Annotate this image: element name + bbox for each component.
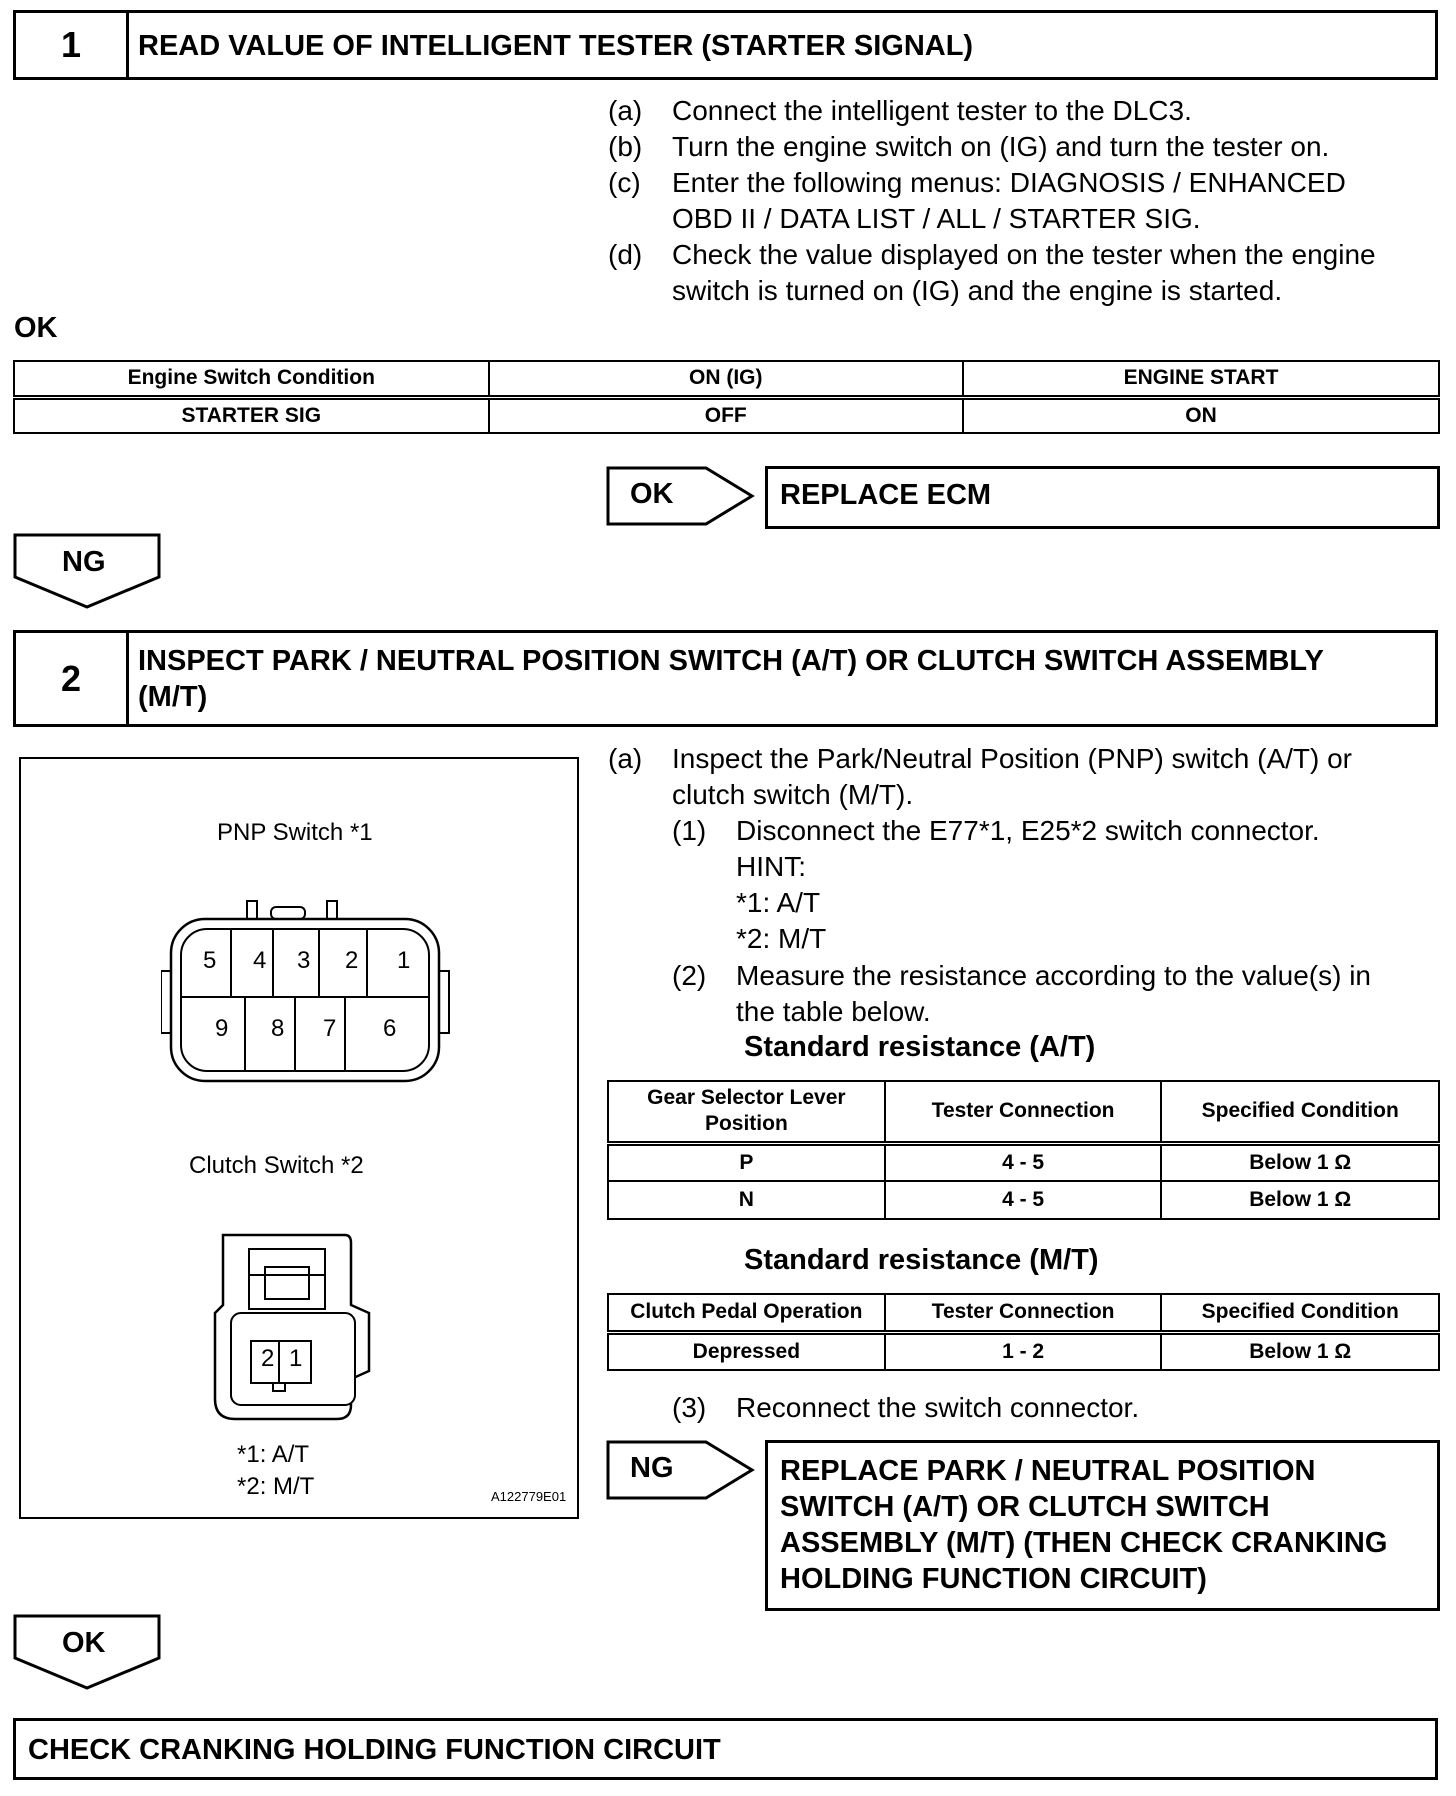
instr-text: HINT: <box>736 851 806 882</box>
instr-label: (c) <box>608 167 641 198</box>
pnp-pin-1: 1 <box>397 947 411 974</box>
instr-text: OBD II / DATA LIST / ALL / STARTER SIG. <box>672 203 1201 234</box>
instr-text: Disconnect the E77*1, E25*2 switch connector. <box>736 815 1320 846</box>
table-cell: 1 - 2 <box>885 1332 1162 1370</box>
instr-text: switch is turned on (IG) and the engine is started. <box>672 275 1283 306</box>
clutch-switch-title: Clutch Switch *2 <box>189 1152 364 1179</box>
ok-arrow-shape <box>606 466 756 526</box>
ng-arrow-shape <box>606 1440 756 1500</box>
table-row <box>608 1143 1439 1181</box>
replace-line: REPLACE PARK / NEUTRAL POSITION <box>780 1455 1316 1487</box>
clutch-connector-drawing <box>207 1229 397 1429</box>
step1-number: 1 <box>16 13 129 77</box>
table-header-cell: ON (IG) <box>489 361 964 397</box>
clutch-pin-2: 2 <box>261 1345 275 1372</box>
figure-note-2: *2: M/T <box>237 1473 315 1500</box>
step2-title-line1: INSPECT PARK / NEUTRAL POSITION SWITCH (A/T) OR CLUTCH SWITCH ASSEMBLY <box>138 645 1324 677</box>
resistance-mt-table <box>607 1293 1440 1371</box>
table-cell: N <box>608 1181 885 1219</box>
instr-label: (b) <box>608 131 643 162</box>
table-cell: 4 - 5 <box>885 1181 1162 1219</box>
final-step-box <box>13 1718 1438 1780</box>
table-header-row <box>14 361 1439 397</box>
table-cell: STARTER SIG <box>14 397 489 433</box>
table-header-cell: Specified Condition <box>1161 1081 1439 1143</box>
instr-text: Inspect the Park/Neutral Position (PNP) switch (A/T) or <box>672 743 1352 774</box>
instr-text: Measure the resistance according to the value(s) in <box>736 960 1371 991</box>
pnp-pin-2: 2 <box>345 947 359 974</box>
pnp-pin-8: 8 <box>271 1015 285 1042</box>
pnp-connector-drawing <box>161 899 451 1089</box>
ok-arrow-label: OK <box>630 478 674 510</box>
instr-label: (a) <box>608 95 643 126</box>
step2-header <box>13 630 1438 727</box>
instr-text: *2: M/T <box>736 923 827 954</box>
instr-text: Check the value displayed on the tester when the engine <box>672 239 1376 270</box>
final-step-title: CHECK CRANKING HOLDING FUNCTION CIRCUIT <box>28 1734 721 1766</box>
instr-label: (3) <box>672 1392 707 1423</box>
replace-line: ASSEMBLY (M/T) (THEN CHECK CRANKING <box>780 1527 1388 1559</box>
pnp-pin-7: 7 <box>323 1015 337 1042</box>
starter-signal-table <box>13 360 1440 434</box>
table-header-cell: Clutch Pedal Operation <box>608 1294 885 1332</box>
table-cell: Below 1 Ω <box>1161 1332 1439 1370</box>
pnp-pin-6: 6 <box>383 1015 397 1042</box>
ng-label: NG <box>62 546 106 578</box>
instr-text: Enter the following menus: DIAGNOSIS / ENHANCED <box>672 167 1346 198</box>
ok-heading: OK <box>14 312 58 344</box>
figure-note-1: *1: A/T <box>237 1441 310 1468</box>
instr-label: (d) <box>608 239 643 270</box>
table-header-cell <box>608 1081 885 1143</box>
table-header-row <box>608 1081 1439 1143</box>
instr-text: clutch switch (M/T). <box>672 779 914 810</box>
table-row <box>14 397 1439 433</box>
step1-title: READ VALUE OF INTELLIGENT TESTER (STARTER SIGNAL) <box>138 30 974 62</box>
replace-ecm-text: REPLACE ECM <box>780 479 992 511</box>
step2-number: 2 <box>16 633 129 724</box>
table-header-cell: Tester Connection <box>885 1294 1162 1332</box>
replace-line: SWITCH (A/T) OR CLUTCH SWITCH <box>780 1491 1270 1523</box>
table-cell: Below 1 Ω <box>1161 1181 1439 1219</box>
table-header-cell: Specified Condition <box>1161 1294 1439 1332</box>
pnp-pin-4: 4 <box>253 947 267 974</box>
table-cell: Below 1 Ω <box>1161 1143 1439 1181</box>
table-row <box>608 1181 1439 1219</box>
instr-text: Turn the engine switch on (IG) and turn the tester on. <box>672 131 1330 162</box>
replace-line: HOLDING FUNCTION CIRCUIT) <box>780 1563 1207 1595</box>
pnp-pin-5: 5 <box>203 947 217 974</box>
table-cell: ON <box>963 397 1439 433</box>
instr-label: (1) <box>672 815 707 846</box>
pnp-pin-3: 3 <box>297 947 311 974</box>
table-cell: 4 - 5 <box>885 1143 1162 1181</box>
step2-title-line2: (M/T) <box>138 681 208 713</box>
table-header-cell: Engine Switch Condition <box>14 361 489 397</box>
table-row <box>608 1332 1439 1370</box>
figure-id: A122779E01 <box>491 1489 567 1504</box>
step1-header <box>13 10 1438 80</box>
instr-label: (a) <box>608 743 643 774</box>
replace-pnp-box <box>765 1440 1440 1611</box>
replace-ecm-box <box>765 466 1440 529</box>
resistance-at-table <box>607 1080 1440 1220</box>
instr-text: Connect the intelligent tester to the DLC3. <box>672 95 1192 126</box>
pnp-pin-9: 9 <box>215 1015 229 1042</box>
table-cell: Depressed <box>608 1332 885 1370</box>
table-header-row <box>608 1294 1439 1332</box>
instr-label: (2) <box>672 960 707 991</box>
table-header-cell: ENGINE START <box>963 361 1439 397</box>
instr-text: the table below. <box>736 996 931 1027</box>
table-cell: OFF <box>489 397 964 433</box>
table-header-cell: Tester Connection <box>885 1081 1162 1143</box>
ok-label: OK <box>62 1627 106 1659</box>
table-cell: P <box>608 1143 885 1181</box>
pnp-switch-title: PNP Switch *1 <box>217 819 373 846</box>
instr-text: *1: A/T <box>736 887 821 918</box>
ng-arrow-label: NG <box>630 1452 674 1484</box>
header-line: Gear Selector Lever Position <box>647 1086 846 1136</box>
std-resistance-mt-title: Standard resistance (M/T) <box>744 1244 1099 1276</box>
instr-text: Reconnect the switch connector. <box>736 1392 1140 1423</box>
clutch-pin-1: 1 <box>289 1345 303 1372</box>
connector-figure <box>19 757 579 1519</box>
std-resistance-at-title: Standard resistance (A/T) <box>744 1031 1096 1063</box>
